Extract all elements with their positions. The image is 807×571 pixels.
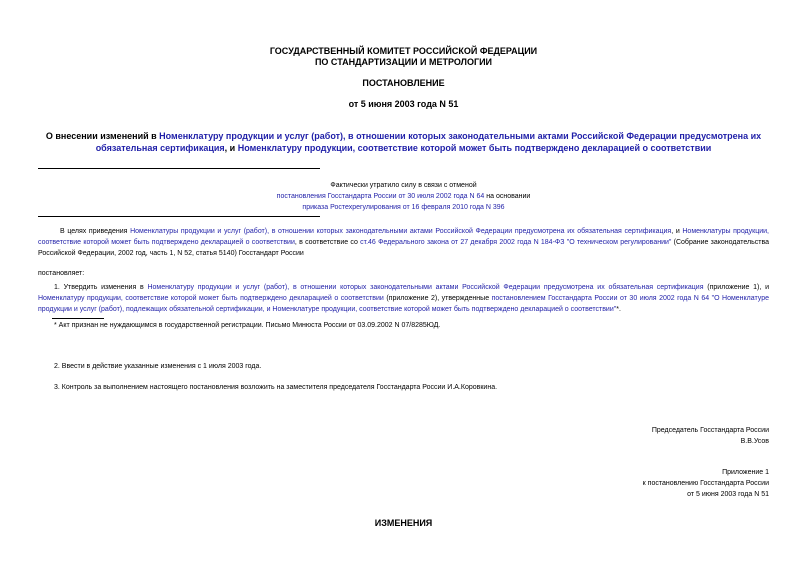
title-link-declaration-nomenclature[interactable]: Номенклатуру продукции, соответствие которой может быть подтверждено декларацией о соответствии [237, 143, 712, 153]
preamble-link-certification-nomenclature[interactable]: Номенклатуры продукции и услуг (работ), в отношении которых законодательными актами Российской Федерации предусмотрена их обязательная сертификация [130, 228, 672, 235]
title-link-certification-nomenclature[interactable]: Номенклатуру продукции и услуг (работ), в отношении которых законодательными актами Российской Федерации предусмотрена их обязательная сертификация [95, 131, 762, 153]
preamble-link-declaration-nomenclature[interactable]: Номенклатуры продукции, соответствие которой может быть подтверждено декларацией о соответствии [38, 228, 769, 246]
status-link-order-396[interactable]: приказа Ростехрегулирования от 16 февраля 2010 года N 396 [302, 204, 505, 211]
item-3: 3. Контроль за выполнением настоящего постановления возложить на заместителя председателя Госстандарта России И.А.Коровкина. [54, 384, 498, 391]
org-name-line2: ПО СТАНДАРТИЗАЦИИ И МЕТРОЛОГИИ [314, 57, 493, 67]
divider-bottom [38, 216, 320, 217]
item-1-paragraph [38, 282, 769, 315]
item-1-link-declaration-nomenclature[interactable]: Номенклатуру продукции, соответствие которой может быть подтверждено декларацией о соответствии [38, 295, 384, 302]
status-note-suffix: на основании [484, 193, 531, 200]
preamble-link-federal-law-article-46[interactable]: ст.46 Федерального закона от 27 декабря 2002 года N 184-ФЗ "О техническом регулировании" [360, 239, 672, 246]
title-prefix: О внесении изменений в [45, 131, 160, 141]
status-note-line1: Фактически утратило силу в связи с отменой [330, 182, 477, 189]
item-1-text-3: (приложение 2), утвержденные [383, 295, 492, 302]
preamble-text-1: В целях приведения [60, 228, 131, 235]
status-note-line3 [0, 202, 807, 213]
item-1-link-certification-nomenclature[interactable]: Номенклатуру продукции и услуг (работ), в отношении которых законодательными актами Российской Федерации предусмотрена их обязательная сертификация [147, 284, 704, 291]
item-1-text-2: (приложение 1), и [703, 284, 769, 291]
preamble-text-4: (Собрание законодательства Российской Федерации, 2002 год, часть 1, N 52, статья 5140) Госстандарт России [38, 239, 769, 257]
signature-name: В.В.Усов [740, 438, 769, 445]
footnote: * Акт признан не нуждающимся в государственной регистрации. Письмо Минюста России от 03.09.2002 N 07/8285ЮД. [54, 322, 441, 329]
footnote-divider [52, 318, 104, 319]
document-date-number: от 5 июня 2003 года N 51 [348, 99, 459, 109]
item-2: 2. Ввести в действие указанные изменения с 1 июля 2003 года. [54, 363, 262, 370]
status-note [0, 180, 807, 213]
document-type: ПОСТАНОВЛЕНИЕ [362, 78, 445, 88]
appendix-date: от 5 июня 2003 года N 51 [687, 491, 769, 498]
status-link-resolution-64[interactable]: постановления Госстандарта России от 30 июля 2002 года N 64 [276, 193, 485, 200]
resolves-label: постановляет: [38, 270, 85, 277]
divider-top [38, 168, 320, 169]
section-heading: ИЗМЕНЕНИЯ [374, 518, 433, 528]
preamble-paragraph [38, 226, 769, 259]
item-1-text-1: 1. Утвердить изменения в [54, 284, 148, 291]
item-1-link-resolution-64[interactable]: постановлением Госстандарта России от 30 июля 2002 года N 64 "О Номенклатуре продукции и услуг (работ), подлежащих обязательной сертификации, и Номенклатуре продукции, соответствие которой может быть подтверждено декларацией о соответствии" [38, 295, 770, 313]
appendix-label: Приложение 1 [722, 469, 769, 476]
appendix-to: к постановлению Госстандарта России [642, 480, 769, 487]
signature-position: Председатель Госстандарта России [651, 427, 769, 434]
appendix-block [643, 467, 769, 500]
preamble-text-3: , в соответствие со [294, 239, 361, 246]
item-1-text-4: *. [616, 306, 621, 313]
preamble-text-2: , и [671, 228, 683, 235]
status-note-line2 [0, 191, 807, 202]
org-name-line1: ГОСУДАРСТВЕННЫЙ КОМИТЕТ РОССИЙСКОЙ ФЕДЕРАЦИИ [269, 46, 538, 56]
title-middle: , и [224, 143, 238, 153]
signature-block [652, 425, 769, 447]
document-title [40, 130, 767, 154]
